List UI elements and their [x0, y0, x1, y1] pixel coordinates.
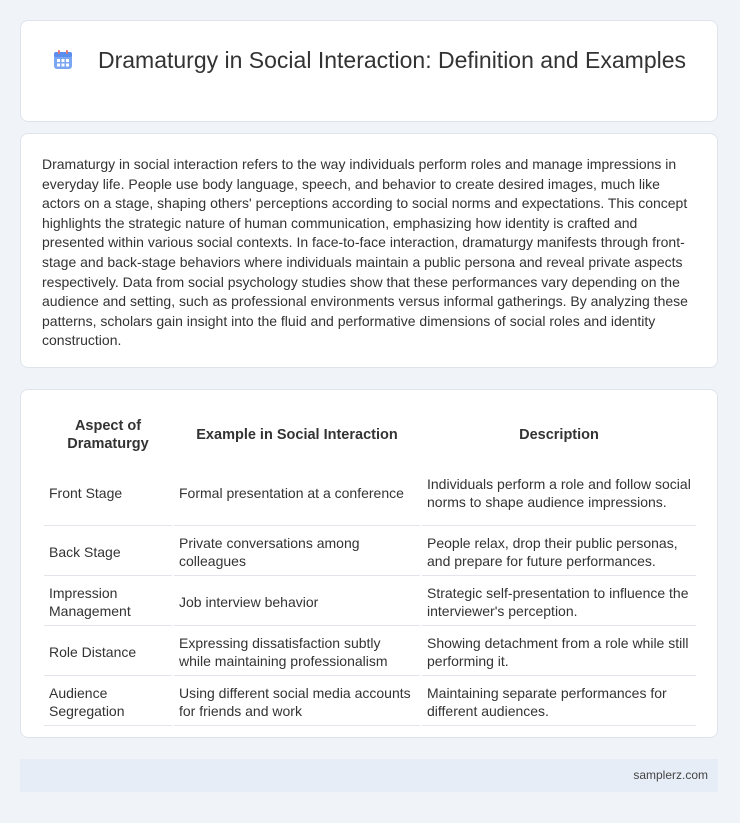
cell-aspect: Back Stage — [44, 528, 172, 576]
header-example: Example in Social Interaction — [196, 427, 398, 443]
table-row — [44, 528, 696, 576]
cell-aspect: Audience Segregation — [44, 678, 172, 726]
cell-description: Showing detachment from a role while still performing it. — [422, 628, 696, 676]
cell-aspect: Impression Management — [44, 578, 172, 626]
cell-aspect: Role Distance — [44, 628, 172, 676]
table-row — [44, 578, 696, 626]
intro-paragraph: Dramaturgy in social interaction refers to the way individuals perform roles and manage impressions in everyday life. People use body language, speech, and behavior to create desired images, much like actors on a stage, shaping others' perceptions according to social norms and expectations. This concept highlights the strategic nature of human communication, emphasizing how identity is crafted and presented within various social contexts. In face-to-face interaction, dramaturgy manifests through front-stage and back-stage behaviors where individuals maintain a public persona and reveal private aspects respectively. Data from social psychology studies show that these performances vary depending on the audience and setting, such as professional environments versus informal gatherings. By analyzing these patterns, scholars gain insight into the fluid and performative dimensions of social roles and identity construction. — [42, 156, 688, 349]
table-header-row — [44, 412, 696, 458]
table-row — [44, 460, 696, 526]
cell-example: Private conversations among colleagues — [174, 528, 420, 576]
table-row — [44, 678, 696, 726]
cell-aspect: Front Stage — [44, 460, 172, 526]
footer-bar — [20, 759, 718, 792]
cell-description: Strategic self-presentation to influence the interviewer's perception. — [422, 578, 696, 626]
cell-example: Expressing dissatisfaction subtly while maintaining professionalism — [174, 628, 420, 676]
header-description: Description — [519, 427, 599, 443]
cell-description: People relax, drop their public personas, and prepare for future performances. — [422, 528, 696, 576]
dramaturgy-table — [42, 410, 698, 728]
calendar-icon — [52, 49, 74, 71]
title-wrap — [21, 45, 717, 75]
header-aspect: Aspect of Dramaturgy — [67, 418, 149, 452]
cell-example: Job interview behavior — [174, 578, 420, 626]
footer-site-link[interactable]: samplerz.com — [633, 768, 708, 782]
table-card — [20, 389, 718, 738]
title-card — [20, 20, 718, 122]
cell-description: Individuals perform a role and follow social norms to shape audience impressions. — [422, 460, 696, 526]
intro-card — [20, 133, 718, 368]
cell-example: Using different social media accounts for friends and work — [174, 678, 420, 726]
page-title: Dramaturgy in Social Interaction: Definition and Examples — [97, 47, 687, 73]
cell-example: Formal presentation at a conference — [174, 460, 420, 526]
table-row — [44, 628, 696, 676]
cell-description: Maintaining separate performances for different audiences. — [422, 678, 696, 726]
